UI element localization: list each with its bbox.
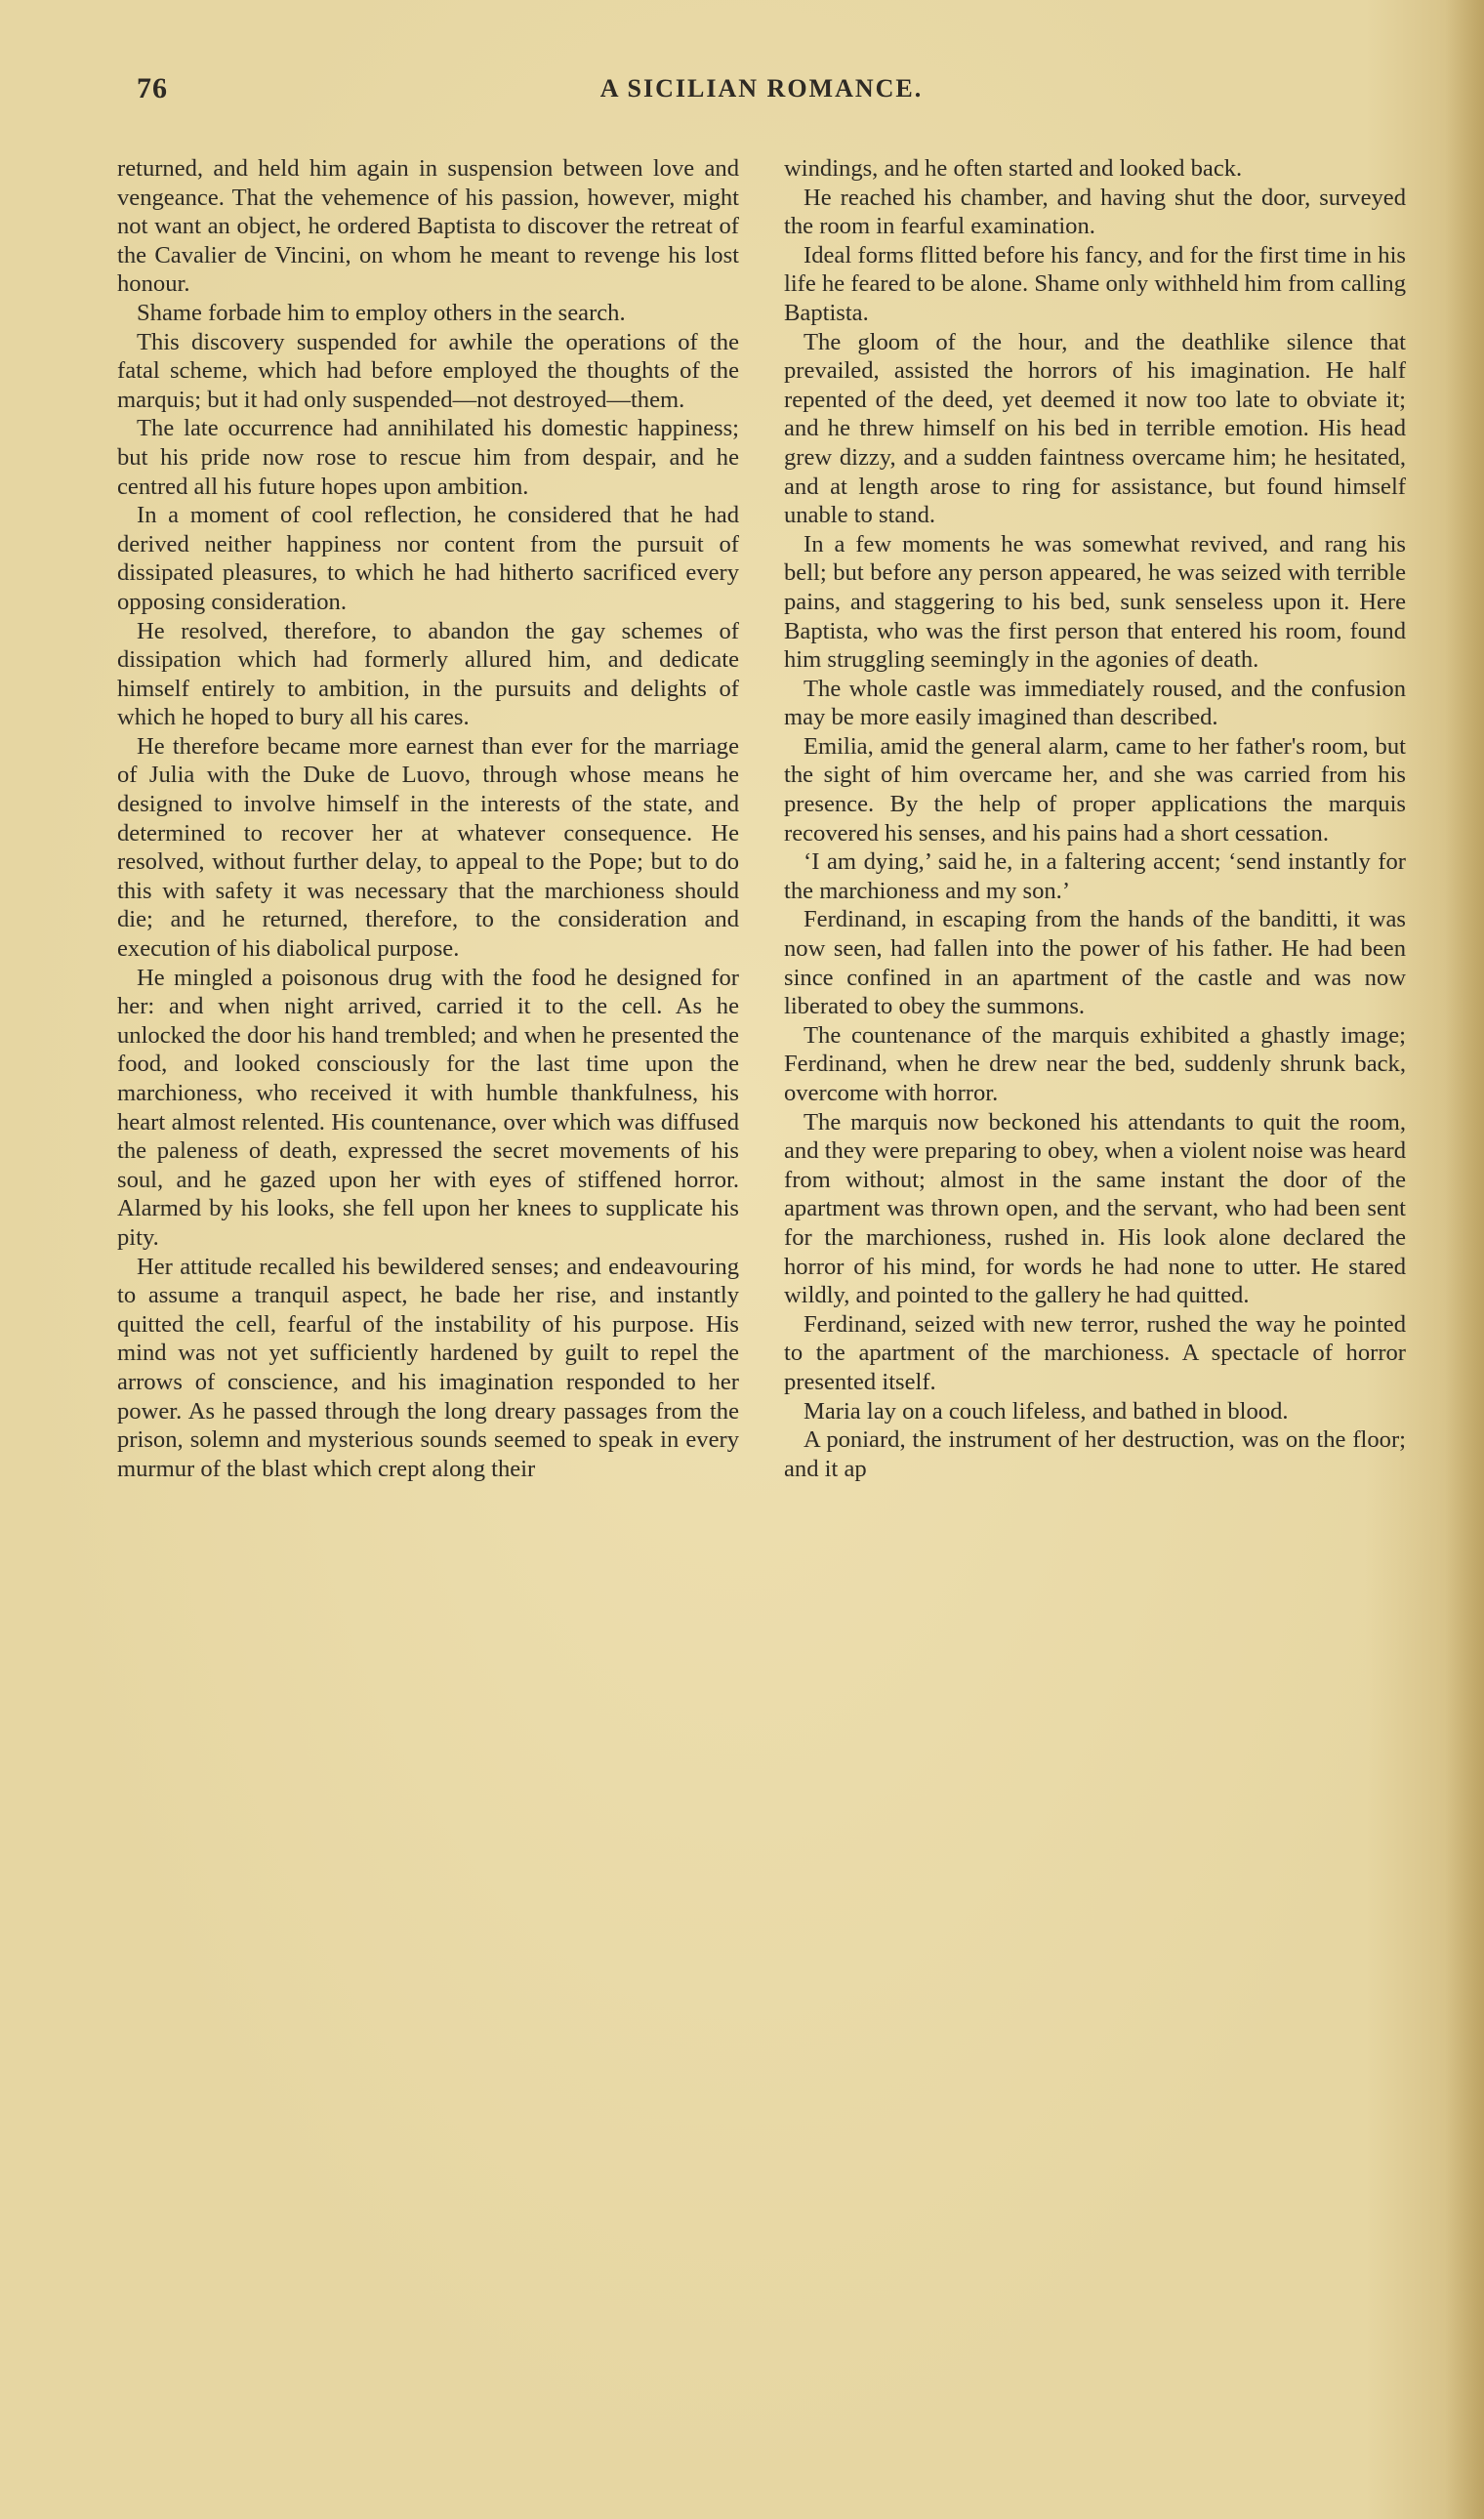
paragraph: Shame forbade him to employ others in the search.	[137, 299, 626, 326]
running-title: A SICILIAN ROMANCE.	[599, 74, 924, 103]
paragraph: Ideal forms flitted before his fancy, and for the first time in his life he feared to be alone. Shame only withheld him from calling Baptista.	[784, 241, 1406, 326]
paragraph: The countenance of the marquis exhibited a ghastly image; Ferdinand, when he drew near the bed, suddenly shrunk back, overcome with horror.	[784, 1021, 1406, 1106]
paragraph: Her attitude recalled his bewildered senses; and endeavouring to assume a tranquil aspect, he bade her rise, and instantly quitted the cell, fearful of the instability of his purpose. His mind was not yet sufficiently hardened by guilt to repel the arrows of conscience, and his imagination responded to her power. As he passed through the long dreary passages from the prison, solemn and mysterious sounds seemed to speak in every murmur of the blast which crept along their	[117, 1253, 739, 1482]
paragraph: Ferdinand, seized with new terror, rushed the way he pointed to the apartment of the marchioness. A spectacle of horror presented itself.	[784, 1310, 1406, 1395]
paragraph: He resolved, therefore, to abandon the gay schemes of dissipation which had formerly allured him, and dedicate himself entirely to ambition, in the pursuits and delights of which he hoped to bury all his cares.	[117, 617, 739, 731]
paragraph: In a moment of cool reflection, he considered that he had derived neither happiness nor content from the pursuit of dissipated pleasures, to which he had hitherto sacrificed every opposing consideration.	[117, 502, 739, 615]
paragraph: In a few moments he was somewhat revived, and rang his bell; but before any person appeared, he was seized with terrible pains, and staggering to his bed, sunk senseless upon it. Here Baptista, who was the first person that entered his room, found him struggling seemingly in the agonies of death.	[784, 530, 1406, 674]
page-number: 76	[137, 72, 168, 104]
paragraph: The late occurrence had annihilated his domestic happiness; but his pride now rose to rescue him from despair, and he centred all his future hopes upon ambition.	[117, 415, 739, 500]
page-edge-shadow	[1445, 0, 1484, 2519]
paragraph: ‘I am dying,’ said he, in a faltering accent; ‘send instantly for the marchioness and my son.’	[784, 848, 1406, 904]
paragraph: windings, and he often started and looked back.	[784, 155, 1243, 182]
paragraph: The marquis now beckoned his attendants to quit the room, and they were preparing to obey, when a violent noise was heard from without; almost in the same instant the door of the apartment was thrown open, and the servant, who had been sent for the marchioness, rushed in. His look alone declared the horror of his mind, for words he had none to utter. He stared wildly, and pointed to the gallery he had quitted.	[784, 1108, 1406, 1309]
paragraph: Emilia, amid the general alarm, came to her father's room, but the sight of him overcame her, and she was carried from his presence. By the help of proper applications the marquis recovered his senses, and his pains had a short cessation.	[784, 732, 1406, 847]
paragraph: He therefore became more earnest than ever for the marriage of Julia with the Duke de Luovo, through whose means he designed to involve himself in the interests of the state, and determined to recover her at whatever consequence. He resolved, without further delay, to appeal to the Pope; but to do this with safety it was necessary that the marchioness should die; and he returned, therefore, to the consideration and execution of his diabolical purpose.	[117, 732, 739, 963]
paragraph: He reached his chamber, and having shut the door, surveyed the room in fearful examination.	[784, 184, 1406, 240]
paragraph: This discovery suspended for awhile the operations of the fatal scheme, which had before employed the thoughts of the marquis; but it had only suspended—not destroyed—them.	[117, 328, 739, 413]
paragraph: A poniard, the instrument of her destruction, was on the floor; and it ap	[784, 1426, 1406, 1482]
right-column	[784, 154, 1406, 1483]
paragraph: The whole castle was immediately roused, and the confusion may be more easily imagined than described.	[784, 675, 1406, 731]
paragraph: returned, and held him again in suspension between love and vengeance. That the vehemence of his passion, however, might not want an object, he ordered Baptista to discover the retreat of the Cavalier de Vincini, on whom he meant to revenge his lost honour.	[117, 155, 739, 298]
paragraph: He mingled a poisonous drug with the food he designed for her: and when night arrived, carried it to the cell. As he unlocked the door his hand trembled; and when he presented the food, and looked consciously for the last time upon the marchioness, who received it with humble thankfulness, his heart almost relented. His countenance, over which was diffused the paleness of death, expressed the secret movements of his soul, and he gazed upon her with eyes of stiffened horror. Alarmed by his looks, she fell upon her knees to supplicate his pity.	[117, 964, 739, 1251]
paragraph: Maria lay on a couch lifeless, and bathed in blood.	[804, 1397, 1289, 1425]
paragraph: The gloom of the hour, and the deathlike silence that prevailed, assisted the horrors of his imagination. He half repented of the deed, yet deemed it now too late to obviate it; and he threw himself on his bed in terrible emotion. His head grew dizzy, and a sudden faintness overcame him; he hesitated, and at length arose to ring for assistance, but found himself unable to stand.	[784, 328, 1406, 529]
paragraph: Ferdinand, in escaping from the hands of the banditti, it was now seen, had fallen into the power of his father. He had been since confined in an apartment of the castle and was now liberated to obey the summons.	[784, 906, 1406, 1020]
page-header	[127, 68, 1396, 117]
left-column	[117, 154, 739, 1483]
